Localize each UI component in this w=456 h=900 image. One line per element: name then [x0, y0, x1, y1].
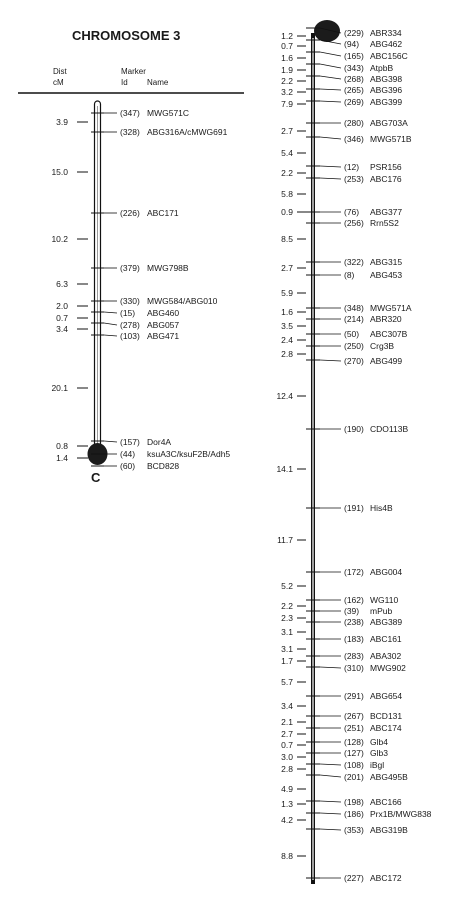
right-distance-label: 2.7 — [281, 729, 293, 739]
right-marker-name: ABC307B — [370, 329, 408, 339]
right-marker-name: Glb4 — [370, 737, 388, 747]
right-marker-leader — [320, 775, 341, 777]
left-marker-id: (328) — [120, 127, 140, 137]
right-distance-label: 2.7 — [281, 263, 293, 273]
right-distance-label: 3.4 — [281, 701, 293, 711]
right-distance-label: 2.3 — [281, 613, 293, 623]
right-marker-id: (190) — [344, 424, 364, 434]
right-distance-label: 3.1 — [281, 644, 293, 654]
right-marker-name: ABG654 — [370, 691, 403, 701]
left-distance-label: 3.4 — [56, 324, 68, 334]
left-distance-label: 0.8 — [56, 441, 68, 451]
right-marker-name: ABC161 — [370, 634, 402, 644]
right-distance-label: 0.7 — [281, 740, 293, 750]
right-marker-id: (267) — [344, 711, 364, 721]
right-marker-id: (162) — [344, 595, 364, 605]
right-marker-id: (108) — [344, 760, 364, 770]
right-marker-id: (270) — [344, 356, 364, 366]
right-marker-id: (322) — [344, 257, 364, 267]
right-marker-name: ABG396 — [370, 85, 403, 95]
right-distance-label: 7.9 — [281, 99, 293, 109]
left-marker-id: (157) — [120, 437, 140, 447]
right-marker-name: MWG571B — [370, 134, 412, 144]
right-marker-name: ABG495B — [370, 772, 408, 782]
right-distance-label: 0.7 — [281, 41, 293, 51]
right-marker-name: ABG398 — [370, 74, 403, 84]
right-marker-id: (39) — [344, 606, 360, 616]
right-marker-id: (8) — [344, 270, 355, 280]
right-marker-leader — [320, 178, 341, 179]
left-marker-id: (103) — [120, 331, 140, 341]
right-distance-label: 5.2 — [281, 581, 293, 591]
right-distance-label: 12.4 — [276, 391, 293, 401]
left-marker-id: (60) — [120, 461, 136, 471]
right-marker-name: ABG399 — [370, 97, 403, 107]
right-marker-id: (280) — [344, 118, 364, 128]
right-distance-label: 3.5 — [281, 321, 293, 331]
left-distance-label: 15.0 — [51, 167, 68, 177]
left-marker-name: ABG316A/cMWG691 — [147, 127, 228, 137]
right-distance-label: 2.2 — [281, 168, 293, 178]
right-arm-layer — [276, 28, 431, 883]
left-marker-name: ksuA3C/ksuF2B/Adh5 — [147, 449, 231, 459]
right-marker-id: (76) — [344, 207, 360, 217]
right-marker-id: (265) — [344, 85, 364, 95]
right-marker-name: Glb3 — [370, 748, 388, 758]
right-distance-label: 3.0 — [281, 752, 293, 762]
right-marker-name: MWG902 — [370, 663, 406, 673]
right-marker-id: (291) — [344, 691, 364, 701]
right-distance-label: 8.5 — [281, 234, 293, 244]
dist-header: Dist — [53, 67, 67, 76]
right-distance-label: 2.8 — [281, 764, 293, 774]
page-title: CHROMOSOME 3 — [72, 28, 181, 43]
right-distance-label: 5.9 — [281, 288, 293, 298]
left-marker-name: MWG571C — [147, 108, 190, 118]
right-marker-name: WG110 — [370, 595, 399, 605]
right-marker-leader — [320, 166, 341, 167]
right-distance-label: 2.2 — [281, 76, 293, 86]
right-marker-id: (127) — [344, 748, 364, 758]
right-marker-leader — [320, 360, 341, 361]
right-marker-name: Crg3B — [370, 341, 395, 351]
right-marker-id: (269) — [344, 97, 364, 107]
left-marker-id: (15) — [120, 308, 136, 318]
right-distance-label: 1.7 — [281, 656, 293, 666]
right-marker-leader — [320, 64, 341, 68]
right-marker-name: Rrn5S2 — [370, 218, 399, 228]
left-marker-id: (226) — [120, 208, 140, 218]
right-marker-leader — [320, 801, 341, 802]
right-marker-name: ABC172 — [370, 873, 402, 883]
right-marker-id: (353) — [344, 825, 364, 835]
right-marker-id: (186) — [344, 809, 364, 819]
right-distance-label: 4.2 — [281, 815, 293, 825]
left-arm-layer — [51, 108, 230, 471]
right-distance-label: 1.3 — [281, 799, 293, 809]
right-marker-name: ABG004 — [370, 567, 403, 577]
left-marker-leader — [104, 323, 117, 325]
right-distance-label: 2.7 — [281, 126, 293, 136]
right-marker-name: ABG499 — [370, 356, 403, 366]
left-marker-name: Dor4A — [147, 437, 172, 447]
right-marker-name: ABR334 — [370, 28, 402, 38]
right-distance-label: 2.2 — [281, 601, 293, 611]
right-marker-id: (283) — [344, 651, 364, 661]
marker-header: Marker — [121, 67, 146, 76]
right-marker-id: (256) — [344, 218, 364, 228]
right-marker-name: ABG703A — [370, 118, 408, 128]
right-distance-label: 0.9 — [281, 207, 293, 217]
right-marker-id: (214) — [344, 314, 364, 324]
right-marker-name: BCD131 — [370, 711, 403, 721]
left-marker-leader — [104, 335, 117, 336]
right-marker-name: ABG315 — [370, 257, 403, 267]
right-marker-name: PSR156 — [370, 162, 402, 172]
left-distance-label: 20.1 — [51, 383, 68, 393]
right-marker-id: (348) — [344, 303, 364, 313]
right-marker-id: (251) — [344, 723, 364, 733]
right-marker-name: CDO113B — [370, 424, 409, 434]
right-distance-label: 5.4 — [281, 148, 293, 158]
right-marker-id: (191) — [344, 503, 364, 513]
right-marker-id: (268) — [344, 74, 364, 84]
left-marker-name: ABG460 — [147, 308, 180, 318]
right-marker-name: ABR320 — [370, 314, 402, 324]
right-marker-name: ABG462 — [370, 39, 403, 49]
right-marker-id: (172) — [344, 567, 364, 577]
left-distance-label: 1.4 — [56, 453, 68, 463]
right-marker-leader — [320, 813, 341, 814]
right-marker-id: (229) — [344, 28, 364, 38]
left-marker-id: (278) — [120, 320, 140, 330]
right-marker-id: (128) — [344, 737, 364, 747]
right-distance-label: 5.7 — [281, 677, 293, 687]
right-marker-name: ABG389 — [370, 617, 403, 627]
right-marker-leader — [320, 52, 341, 56]
left-distance-label: 2.0 — [56, 301, 68, 311]
right-marker-id: (198) — [344, 797, 364, 807]
right-marker-name: mPub — [370, 606, 393, 616]
left-marker-name: MWG798B — [147, 263, 189, 273]
right-distance-label: 3.2 — [281, 87, 293, 97]
left-distance-label: 0.7 — [56, 313, 68, 323]
left-marker-id: (44) — [120, 449, 136, 459]
marker-name-header: Name — [147, 78, 169, 87]
right-marker-id: (250) — [344, 341, 364, 351]
left-marker-id: (330) — [120, 296, 140, 306]
left-marker-name: MWG584/ABG010 — [147, 296, 218, 306]
marker-id-header: Id — [121, 78, 128, 87]
right-distance-label: 2.8 — [281, 349, 293, 359]
right-marker-name: ABC176 — [370, 174, 402, 184]
right-marker-id: (94) — [344, 39, 360, 49]
right-distance-label: 1.9 — [281, 65, 293, 75]
right-distance-label: 5.8 — [281, 189, 293, 199]
right-marker-name: Prx1B/MWG838 — [370, 809, 432, 819]
right-marker-id: (310) — [344, 663, 364, 673]
right-marker-id: (201) — [344, 772, 364, 782]
left-marker-name: ABC171 — [147, 208, 179, 218]
right-centromere — [314, 20, 340, 42]
left-distance-label: 6.3 — [56, 279, 68, 289]
right-marker-name: ABC166 — [370, 797, 402, 807]
centromere-label: C — [91, 470, 101, 485]
left-marker-name: ABG057 — [147, 320, 180, 330]
left-distance-label: 3.9 — [56, 117, 68, 127]
right-distance-label: 11.7 — [277, 535, 293, 545]
right-marker-leader — [320, 829, 341, 830]
left-marker-leader — [104, 441, 117, 442]
right-marker-name: ABG377 — [370, 207, 403, 217]
right-marker-leader — [320, 137, 341, 139]
right-distance-label: 8.8 — [281, 851, 293, 861]
right-marker-name: His4B — [370, 503, 393, 513]
right-marker-leader — [320, 76, 341, 79]
right-distance-label: 2.4 — [281, 335, 293, 345]
right-marker-name: ABG319B — [370, 825, 408, 835]
right-distance-label: 2.1 — [281, 717, 293, 727]
left-marker-name: ABG471 — [147, 331, 180, 341]
right-distance-label: 3.1 — [281, 627, 293, 637]
right-marker-id: (165) — [344, 51, 364, 61]
right-marker-id: (346) — [344, 134, 364, 144]
right-distance-label: 14.1 — [276, 464, 293, 474]
right-marker-name: ABC174 — [370, 723, 402, 733]
right-marker-leader — [320, 101, 341, 102]
right-marker-id: (12) — [344, 162, 360, 172]
right-marker-id: (253) — [344, 174, 364, 184]
right-marker-name: AtpbB — [370, 63, 394, 73]
right-marker-id: (50) — [344, 329, 360, 339]
right-marker-id: (183) — [344, 634, 364, 644]
left-marker-leader — [104, 312, 117, 313]
right-marker-leader — [320, 89, 341, 90]
right-marker-leader — [320, 667, 341, 668]
right-marker-leader — [320, 764, 341, 765]
right-marker-id: (343) — [344, 63, 364, 73]
right-marker-name: ABG453 — [370, 270, 403, 280]
right-distance-label: 4.9 — [281, 784, 293, 794]
right-distance-label: 1.6 — [281, 307, 293, 317]
left-marker-id: (379) — [120, 263, 140, 273]
right-marker-name: iBgl — [370, 760, 385, 770]
right-distance-label: 1.2 — [281, 31, 293, 41]
right-marker-name: MWG571A — [370, 303, 412, 313]
right-marker-id: (227) — [344, 873, 364, 883]
dist-unit-header: cM — [53, 78, 64, 87]
right-marker-name: ABC156C — [370, 51, 408, 61]
right-distance-label: 1.6 — [281, 53, 293, 63]
left-marker-id: (347) — [120, 108, 140, 118]
left-distance-label: 10.2 — [51, 234, 68, 244]
left-marker-name: BCD828 — [147, 461, 180, 471]
right-marker-id: (238) — [344, 617, 364, 627]
right-marker-name: ABA302 — [370, 651, 402, 661]
